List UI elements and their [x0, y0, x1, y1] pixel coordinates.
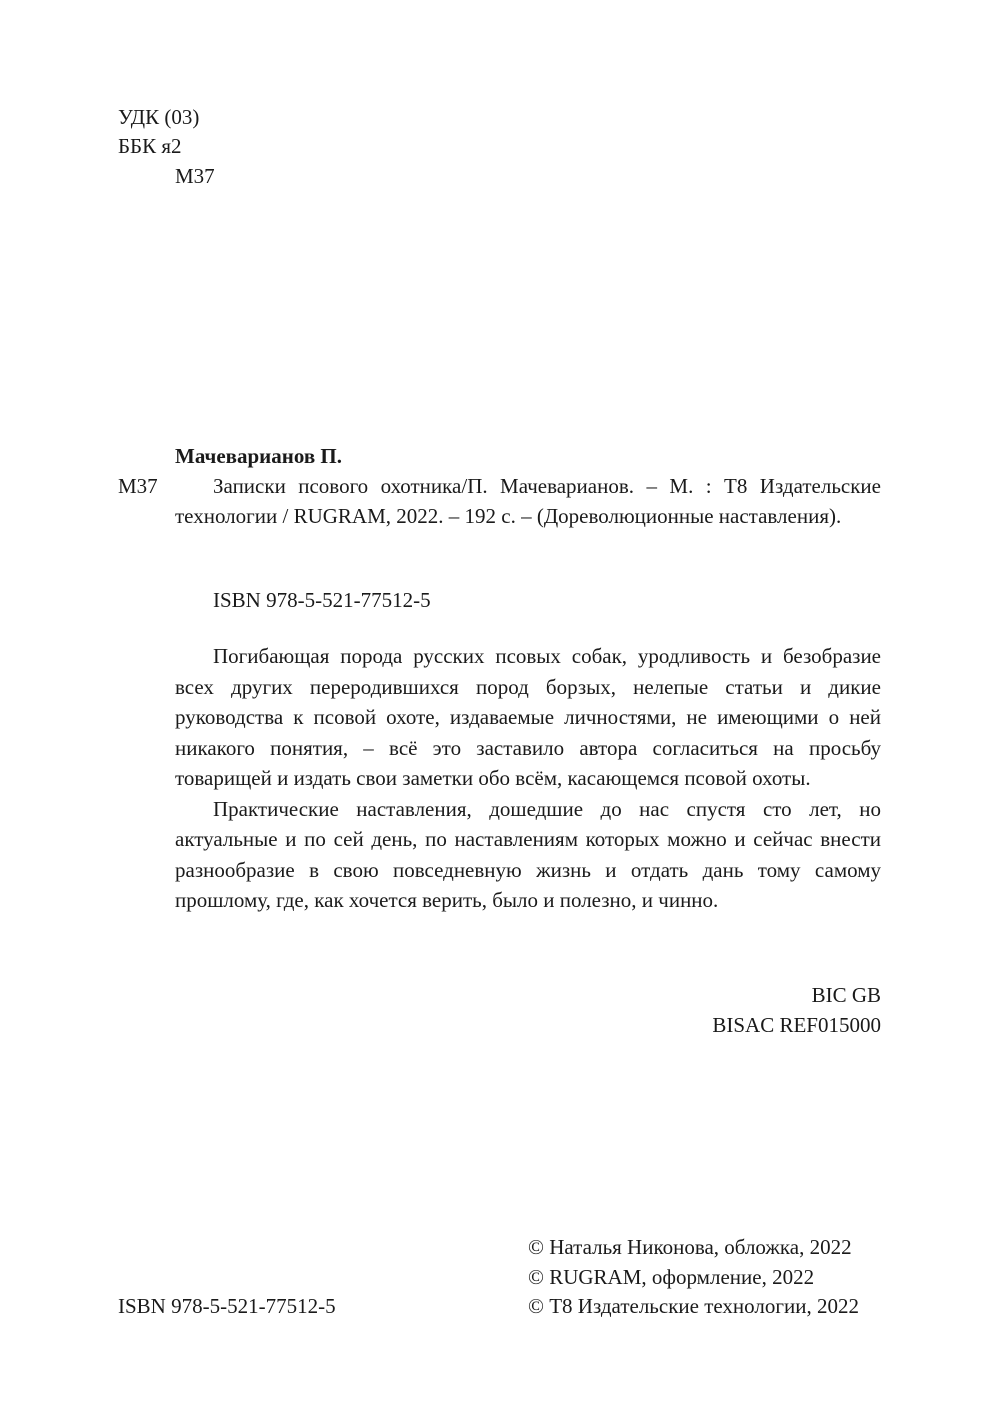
annotation-paragraph: Погибающая порода русских псовых собак, уродливость и безобразие всех других переродившихся пород борзых, нелепые статьи и дикие руководства к псовой охоте, издаваемые личностями, не имеющими о ней никакого понятия, – всё это заставило автора согласиться на просьбу товарищей и издать свои заметки обо всём, касающемся псовой охоты.	[175, 644, 881, 790]
copyright-line: © RUGRAM, оформление, 2022	[528, 1264, 815, 1289]
author-name: Мачеварианов П.	[175, 444, 343, 468]
annotation	[175, 641, 881, 916]
isbn-entry: ISBN 978-5-521-77512-5	[213, 588, 431, 612]
isbn-footer: ISBN 978-5-521-77512-5	[118, 1294, 336, 1318]
author-mark-top: М37	[175, 164, 215, 188]
bbk-code: ББК я2	[118, 134, 182, 158]
copyright-line: © Т8 Издательские технологии, 2022	[528, 1294, 859, 1318]
copyright-line: © Наталья Никонова, обложка, 2022	[528, 1235, 852, 1259]
bisac-code: BISAC REF015000	[712, 1013, 881, 1037]
copyright-block	[528, 1233, 859, 1322]
udk-code: УДК (03)	[118, 105, 200, 129]
annotation-paragraph: Практические наставления, дошедшие до нас спустя сто лет, но актуальные и по сей день, по наставлениям которых можно и сейчас внести разнообразие в свою повседневную жизнь и отдать дань тому самому прошлому, где, как хочется верить, было и полезно, и чинно.	[175, 796, 881, 912]
bic-code: BIC GB	[811, 983, 881, 1007]
author-mark-side: М37	[118, 474, 158, 498]
bibliographic-description: Записки псового охотника/П. Мачеварианов. – М. : Т8 Издательские технологии / RUGRAM, 2022. – 192 с. – (Дореволюционные наставления).	[175, 474, 881, 528]
